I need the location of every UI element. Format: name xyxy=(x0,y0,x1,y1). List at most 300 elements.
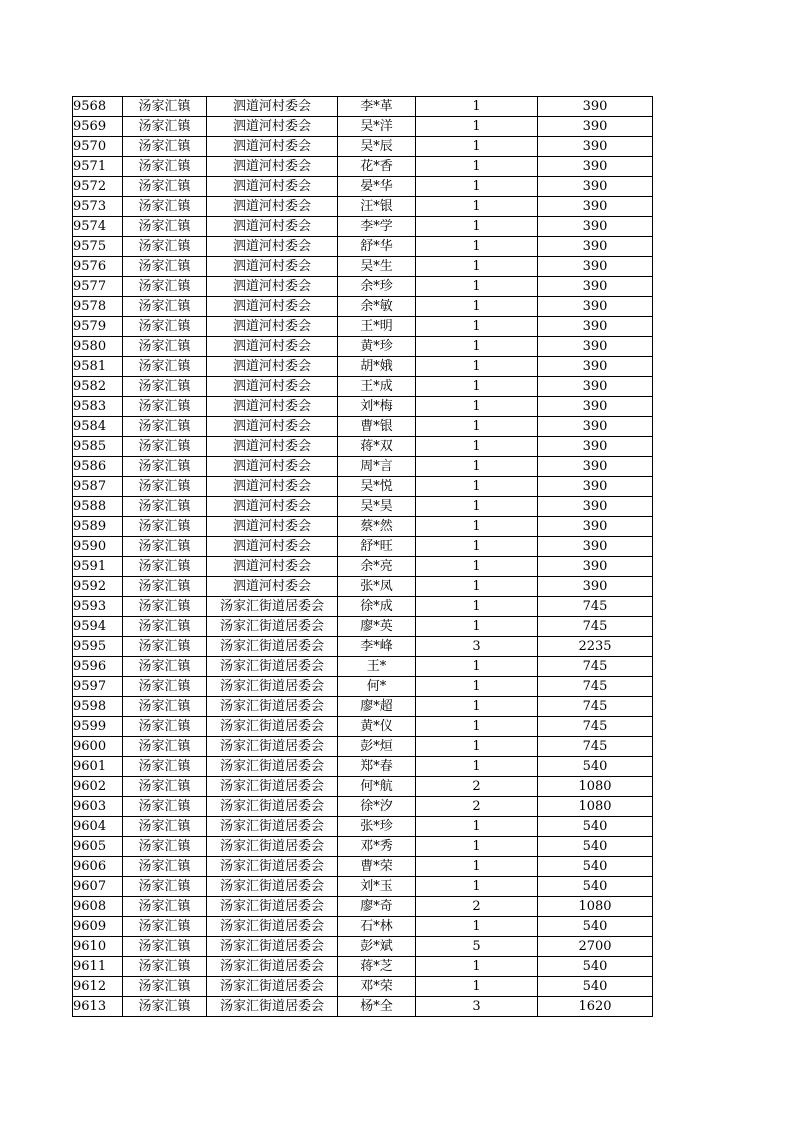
row-number-cell: 9580 xyxy=(73,337,123,357)
row-number-cell: 9595 xyxy=(73,637,123,657)
row-number-cell: 9582 xyxy=(73,377,123,397)
count-cell: 2 xyxy=(416,797,538,817)
name-cell: 余*亮 xyxy=(338,557,416,577)
name-cell: 邓*荣 xyxy=(338,977,416,997)
committee-cell: 泗道河村委会 xyxy=(207,497,338,517)
town-cell: 汤家汇镇 xyxy=(123,997,207,1017)
row-number-cell: 9609 xyxy=(73,917,123,937)
row-number-cell: 9601 xyxy=(73,757,123,777)
amount-cell: 745 xyxy=(538,657,653,677)
table-row xyxy=(73,277,653,297)
count-cell: 3 xyxy=(416,997,538,1017)
name-cell: 曹*银 xyxy=(338,417,416,437)
table-row xyxy=(73,777,653,797)
committee-cell: 泗道河村委会 xyxy=(207,437,338,457)
name-cell: 吴*悦 xyxy=(338,477,416,497)
count-cell: 1 xyxy=(416,817,538,837)
table-row xyxy=(73,157,653,177)
committee-cell: 泗道河村委会 xyxy=(207,377,338,397)
count-cell: 2 xyxy=(416,897,538,917)
table-row xyxy=(73,497,653,517)
table-row xyxy=(73,137,653,157)
table-row xyxy=(73,437,653,457)
amount-cell: 390 xyxy=(538,457,653,477)
table-row xyxy=(73,317,653,337)
table-row xyxy=(73,937,653,957)
table-row xyxy=(73,357,653,377)
town-cell: 汤家汇镇 xyxy=(123,777,207,797)
name-cell: 杨*全 xyxy=(338,997,416,1017)
count-cell: 3 xyxy=(416,637,538,657)
town-cell: 汤家汇镇 xyxy=(123,497,207,517)
committee-cell: 泗道河村委会 xyxy=(207,577,338,597)
committee-cell: 汤家汇街道居委会 xyxy=(207,677,338,697)
table-row xyxy=(73,817,653,837)
name-cell: 吴*洋 xyxy=(338,117,416,137)
row-number-cell: 9574 xyxy=(73,217,123,237)
row-number-cell: 9593 xyxy=(73,597,123,617)
committee-cell: 汤家汇街道居委会 xyxy=(207,877,338,897)
table-row xyxy=(73,717,653,737)
name-cell: 晏*华 xyxy=(338,177,416,197)
table-row xyxy=(73,657,653,677)
count-cell: 1 xyxy=(416,437,538,457)
row-number-cell: 9610 xyxy=(73,937,123,957)
town-cell: 汤家汇镇 xyxy=(123,677,207,697)
name-cell: 何*航 xyxy=(338,777,416,797)
count-cell: 5 xyxy=(416,937,538,957)
table-row xyxy=(73,757,653,777)
row-number-cell: 9604 xyxy=(73,817,123,837)
town-cell: 汤家汇镇 xyxy=(123,517,207,537)
amount-cell: 1080 xyxy=(538,897,653,917)
committee-cell: 汤家汇街道居委会 xyxy=(207,617,338,637)
table-row xyxy=(73,537,653,557)
table-row xyxy=(73,957,653,977)
town-cell: 汤家汇镇 xyxy=(123,937,207,957)
committee-cell: 泗道河村委会 xyxy=(207,137,338,157)
count-cell: 1 xyxy=(416,837,538,857)
table-row xyxy=(73,177,653,197)
name-cell: 徐*成 xyxy=(338,597,416,617)
name-cell: 舒*华 xyxy=(338,237,416,257)
town-cell: 汤家汇镇 xyxy=(123,437,207,457)
town-cell: 汤家汇镇 xyxy=(123,177,207,197)
town-cell: 汤家汇镇 xyxy=(123,857,207,877)
amount-cell: 390 xyxy=(538,357,653,377)
town-cell: 汤家汇镇 xyxy=(123,597,207,617)
committee-cell: 汤家汇街道居委会 xyxy=(207,937,338,957)
amount-cell: 390 xyxy=(538,277,653,297)
committee-cell: 泗道河村委会 xyxy=(207,237,338,257)
table-row xyxy=(73,417,653,437)
row-number-cell: 9577 xyxy=(73,277,123,297)
count-cell: 1 xyxy=(416,577,538,597)
name-cell: 舒*旺 xyxy=(338,537,416,557)
table-row xyxy=(73,397,653,417)
count-cell: 1 xyxy=(416,237,538,257)
name-cell: 何* xyxy=(338,677,416,697)
amount-cell: 745 xyxy=(538,697,653,717)
row-number-cell: 9588 xyxy=(73,497,123,517)
count-cell: 1 xyxy=(416,457,538,477)
committee-cell: 汤家汇街道居委会 xyxy=(207,637,338,657)
table-row xyxy=(73,557,653,577)
town-cell: 汤家汇镇 xyxy=(123,637,207,657)
row-number-cell: 9611 xyxy=(73,957,123,977)
table-row xyxy=(73,597,653,617)
committee-cell: 汤家汇街道居委会 xyxy=(207,897,338,917)
amount-cell: 745 xyxy=(538,717,653,737)
committee-cell: 汤家汇街道居委会 xyxy=(207,737,338,757)
amount-cell: 390 xyxy=(538,557,653,577)
row-number-cell: 9591 xyxy=(73,557,123,577)
amount-cell: 390 xyxy=(538,437,653,457)
count-cell: 1 xyxy=(416,617,538,637)
amount-cell: 540 xyxy=(538,977,653,997)
committee-cell: 汤家汇街道居委会 xyxy=(207,817,338,837)
count-cell: 1 xyxy=(416,417,538,437)
row-number-cell: 9583 xyxy=(73,397,123,417)
row-number-cell: 9594 xyxy=(73,617,123,637)
name-cell: 刘*玉 xyxy=(338,877,416,897)
name-cell: 廖*英 xyxy=(338,617,416,637)
committee-cell: 泗道河村委会 xyxy=(207,457,338,477)
committee-cell: 汤家汇街道居委会 xyxy=(207,977,338,997)
row-number-cell: 9596 xyxy=(73,657,123,677)
amount-cell: 390 xyxy=(538,537,653,557)
table-row xyxy=(73,217,653,237)
count-cell: 1 xyxy=(416,737,538,757)
table-row xyxy=(73,457,653,477)
amount-cell: 390 xyxy=(538,577,653,597)
amount-cell: 390 xyxy=(538,297,653,317)
count-cell: 1 xyxy=(416,697,538,717)
count-cell: 1 xyxy=(416,117,538,137)
table-row xyxy=(73,617,653,637)
amount-cell: 1620 xyxy=(538,997,653,1017)
committee-cell: 汤家汇街道居委会 xyxy=(207,917,338,937)
name-cell: 黄*珍 xyxy=(338,337,416,357)
name-cell: 蒋*芝 xyxy=(338,957,416,977)
amount-cell: 2700 xyxy=(538,937,653,957)
committee-cell: 泗道河村委会 xyxy=(207,257,338,277)
committee-cell: 泗道河村委会 xyxy=(207,297,338,317)
town-cell: 汤家汇镇 xyxy=(123,837,207,857)
committee-cell: 泗道河村委会 xyxy=(207,117,338,137)
count-cell: 1 xyxy=(416,917,538,937)
committee-cell: 汤家汇街道居委会 xyxy=(207,597,338,617)
town-cell: 汤家汇镇 xyxy=(123,917,207,937)
count-cell: 1 xyxy=(416,537,538,557)
table-row xyxy=(73,997,653,1017)
row-number-cell: 9605 xyxy=(73,837,123,857)
table-row xyxy=(73,477,653,497)
town-cell: 汤家汇镇 xyxy=(123,737,207,757)
amount-cell: 390 xyxy=(538,137,653,157)
name-cell: 李*革 xyxy=(338,97,416,117)
committee-cell: 泗道河村委会 xyxy=(207,317,338,337)
town-cell: 汤家汇镇 xyxy=(123,237,207,257)
count-cell: 1 xyxy=(416,717,538,737)
committee-cell: 汤家汇街道居委会 xyxy=(207,757,338,777)
name-cell: 胡*娥 xyxy=(338,357,416,377)
committee-cell: 泗道河村委会 xyxy=(207,277,338,297)
committee-cell: 汤家汇街道居委会 xyxy=(207,957,338,977)
committee-cell: 泗道河村委会 xyxy=(207,517,338,537)
row-number-cell: 9575 xyxy=(73,237,123,257)
amount-cell: 390 xyxy=(538,157,653,177)
amount-cell: 540 xyxy=(538,757,653,777)
name-cell: 彭*烜 xyxy=(338,737,416,757)
table-row xyxy=(73,697,653,717)
name-cell: 周*言 xyxy=(338,457,416,477)
count-cell: 1 xyxy=(416,177,538,197)
committee-cell: 汤家汇街道居委会 xyxy=(207,777,338,797)
town-cell: 汤家汇镇 xyxy=(123,957,207,977)
row-number-cell: 9571 xyxy=(73,157,123,177)
name-cell: 吴*辰 xyxy=(338,137,416,157)
row-number-cell: 9597 xyxy=(73,677,123,697)
table-row xyxy=(73,297,653,317)
amount-cell: 390 xyxy=(538,177,653,197)
amount-cell: 390 xyxy=(538,417,653,437)
committee-cell: 泗道河村委会 xyxy=(207,537,338,557)
town-cell: 汤家汇镇 xyxy=(123,877,207,897)
town-cell: 汤家汇镇 xyxy=(123,617,207,637)
row-number-cell: 9589 xyxy=(73,517,123,537)
town-cell: 汤家汇镇 xyxy=(123,457,207,477)
name-cell: 李*学 xyxy=(338,217,416,237)
name-cell: 石*林 xyxy=(338,917,416,937)
name-cell: 曹*荣 xyxy=(338,857,416,877)
row-number-cell: 9600 xyxy=(73,737,123,757)
table-row xyxy=(73,917,653,937)
table-row xyxy=(73,577,653,597)
town-cell: 汤家汇镇 xyxy=(123,417,207,437)
table-row xyxy=(73,97,653,117)
name-cell: 花*香 xyxy=(338,157,416,177)
committee-cell: 泗道河村委会 xyxy=(207,397,338,417)
count-cell: 1 xyxy=(416,597,538,617)
name-cell: 王*成 xyxy=(338,377,416,397)
amount-cell: 1080 xyxy=(538,777,653,797)
table-row xyxy=(73,257,653,277)
amount-cell: 390 xyxy=(538,97,653,117)
row-number-cell: 9568 xyxy=(73,97,123,117)
committee-cell: 泗道河村委会 xyxy=(207,197,338,217)
row-number-cell: 9587 xyxy=(73,477,123,497)
row-number-cell: 9590 xyxy=(73,537,123,557)
town-cell: 汤家汇镇 xyxy=(123,317,207,337)
name-cell: 王* xyxy=(338,657,416,677)
amount-cell: 2235 xyxy=(538,637,653,657)
count-cell: 1 xyxy=(416,657,538,677)
town-cell: 汤家汇镇 xyxy=(123,817,207,837)
town-cell: 汤家汇镇 xyxy=(123,577,207,597)
count-cell: 1 xyxy=(416,297,538,317)
count-cell: 1 xyxy=(416,877,538,897)
town-cell: 汤家汇镇 xyxy=(123,377,207,397)
amount-cell: 390 xyxy=(538,257,653,277)
committee-cell: 泗道河村委会 xyxy=(207,477,338,497)
amount-cell: 390 xyxy=(538,317,653,337)
table-row xyxy=(73,977,653,997)
committee-cell: 汤家汇街道居委会 xyxy=(207,997,338,1017)
amount-cell: 390 xyxy=(538,477,653,497)
name-cell: 李*峰 xyxy=(338,637,416,657)
table-row xyxy=(73,837,653,857)
amount-cell: 390 xyxy=(538,517,653,537)
amount-cell: 390 xyxy=(538,337,653,357)
committee-cell: 泗道河村委会 xyxy=(207,357,338,377)
name-cell: 黄*仪 xyxy=(338,717,416,737)
count-cell: 2 xyxy=(416,777,538,797)
count-cell: 1 xyxy=(416,397,538,417)
name-cell: 刘*梅 xyxy=(338,397,416,417)
town-cell: 汤家汇镇 xyxy=(123,657,207,677)
town-cell: 汤家汇镇 xyxy=(123,397,207,417)
table-body xyxy=(73,97,653,1017)
town-cell: 汤家汇镇 xyxy=(123,137,207,157)
town-cell: 汤家汇镇 xyxy=(123,897,207,917)
table-row xyxy=(73,797,653,817)
town-cell: 汤家汇镇 xyxy=(123,337,207,357)
table-row xyxy=(73,877,653,897)
row-number-cell: 9572 xyxy=(73,177,123,197)
town-cell: 汤家汇镇 xyxy=(123,537,207,557)
committee-cell: 泗道河村委会 xyxy=(207,177,338,197)
row-number-cell: 9569 xyxy=(73,117,123,137)
amount-cell: 540 xyxy=(538,817,653,837)
row-number-cell: 9607 xyxy=(73,877,123,897)
count-cell: 1 xyxy=(416,217,538,237)
row-number-cell: 9573 xyxy=(73,197,123,217)
row-number-cell: 9602 xyxy=(73,777,123,797)
count-cell: 1 xyxy=(416,977,538,997)
committee-cell: 汤家汇街道居委会 xyxy=(207,697,338,717)
table-row xyxy=(73,197,653,217)
row-number-cell: 9613 xyxy=(73,997,123,1017)
committee-cell: 汤家汇街道居委会 xyxy=(207,837,338,857)
town-cell: 汤家汇镇 xyxy=(123,97,207,117)
amount-cell: 390 xyxy=(538,377,653,397)
count-cell: 1 xyxy=(416,97,538,117)
row-number-cell: 9585 xyxy=(73,437,123,457)
name-cell: 彭*斌 xyxy=(338,937,416,957)
amount-cell: 390 xyxy=(538,237,653,257)
name-cell: 吴*昊 xyxy=(338,497,416,517)
row-number-cell: 9579 xyxy=(73,317,123,337)
amount-cell: 745 xyxy=(538,597,653,617)
table-row xyxy=(73,517,653,537)
name-cell: 邓*秀 xyxy=(338,837,416,857)
committee-cell: 汤家汇街道居委会 xyxy=(207,657,338,677)
table-row xyxy=(73,897,653,917)
row-number-cell: 9612 xyxy=(73,977,123,997)
name-cell: 廖*奇 xyxy=(338,897,416,917)
count-cell: 1 xyxy=(416,757,538,777)
town-cell: 汤家汇镇 xyxy=(123,477,207,497)
committee-cell: 泗道河村委会 xyxy=(207,97,338,117)
town-cell: 汤家汇镇 xyxy=(123,557,207,577)
committee-cell: 泗道河村委会 xyxy=(207,217,338,237)
row-number-cell: 9598 xyxy=(73,697,123,717)
town-cell: 汤家汇镇 xyxy=(123,117,207,137)
town-cell: 汤家汇镇 xyxy=(123,217,207,237)
table-row xyxy=(73,237,653,257)
count-cell: 1 xyxy=(416,677,538,697)
row-number-cell: 9584 xyxy=(73,417,123,437)
name-cell: 余*敏 xyxy=(338,297,416,317)
count-cell: 1 xyxy=(416,517,538,537)
committee-cell: 泗道河村委会 xyxy=(207,337,338,357)
town-cell: 汤家汇镇 xyxy=(123,197,207,217)
amount-cell: 540 xyxy=(538,917,653,937)
name-cell: 吴*生 xyxy=(338,257,416,277)
count-cell: 1 xyxy=(416,317,538,337)
row-number-cell: 9599 xyxy=(73,717,123,737)
count-cell: 1 xyxy=(416,957,538,977)
committee-cell: 汤家汇街道居委会 xyxy=(207,797,338,817)
amount-cell: 390 xyxy=(538,197,653,217)
name-cell: 徐*汐 xyxy=(338,797,416,817)
amount-cell: 745 xyxy=(538,737,653,757)
count-cell: 1 xyxy=(416,257,538,277)
amount-cell: 540 xyxy=(538,837,653,857)
table-row xyxy=(73,377,653,397)
town-cell: 汤家汇镇 xyxy=(123,297,207,317)
town-cell: 汤家汇镇 xyxy=(123,797,207,817)
town-cell: 汤家汇镇 xyxy=(123,357,207,377)
count-cell: 1 xyxy=(416,357,538,377)
count-cell: 1 xyxy=(416,557,538,577)
row-number-cell: 9586 xyxy=(73,457,123,477)
count-cell: 1 xyxy=(416,337,538,357)
amount-cell: 390 xyxy=(538,397,653,417)
count-cell: 1 xyxy=(416,197,538,217)
count-cell: 1 xyxy=(416,157,538,177)
amount-cell: 540 xyxy=(538,857,653,877)
count-cell: 1 xyxy=(416,277,538,297)
name-cell: 余*珍 xyxy=(338,277,416,297)
committee-cell: 汤家汇街道居委会 xyxy=(207,717,338,737)
name-cell: 张*珍 xyxy=(338,817,416,837)
committee-cell: 泗道河村委会 xyxy=(207,157,338,177)
committee-cell: 汤家汇街道居委会 xyxy=(207,857,338,877)
table-row xyxy=(73,677,653,697)
town-cell: 汤家汇镇 xyxy=(123,277,207,297)
committee-cell: 泗道河村委会 xyxy=(207,557,338,577)
row-number-cell: 9581 xyxy=(73,357,123,377)
town-cell: 汤家汇镇 xyxy=(123,257,207,277)
committee-cell: 泗道河村委会 xyxy=(207,417,338,437)
name-cell: 廖*超 xyxy=(338,697,416,717)
amount-cell: 540 xyxy=(538,957,653,977)
table-row xyxy=(73,857,653,877)
count-cell: 1 xyxy=(416,377,538,397)
town-cell: 汤家汇镇 xyxy=(123,977,207,997)
amount-cell: 390 xyxy=(538,117,653,137)
name-cell: 蒋*双 xyxy=(338,437,416,457)
table-row xyxy=(73,637,653,657)
row-number-cell: 9576 xyxy=(73,257,123,277)
amount-cell: 745 xyxy=(538,617,653,637)
town-cell: 汤家汇镇 xyxy=(123,697,207,717)
count-cell: 1 xyxy=(416,857,538,877)
amount-cell: 1080 xyxy=(538,797,653,817)
table-row xyxy=(73,337,653,357)
